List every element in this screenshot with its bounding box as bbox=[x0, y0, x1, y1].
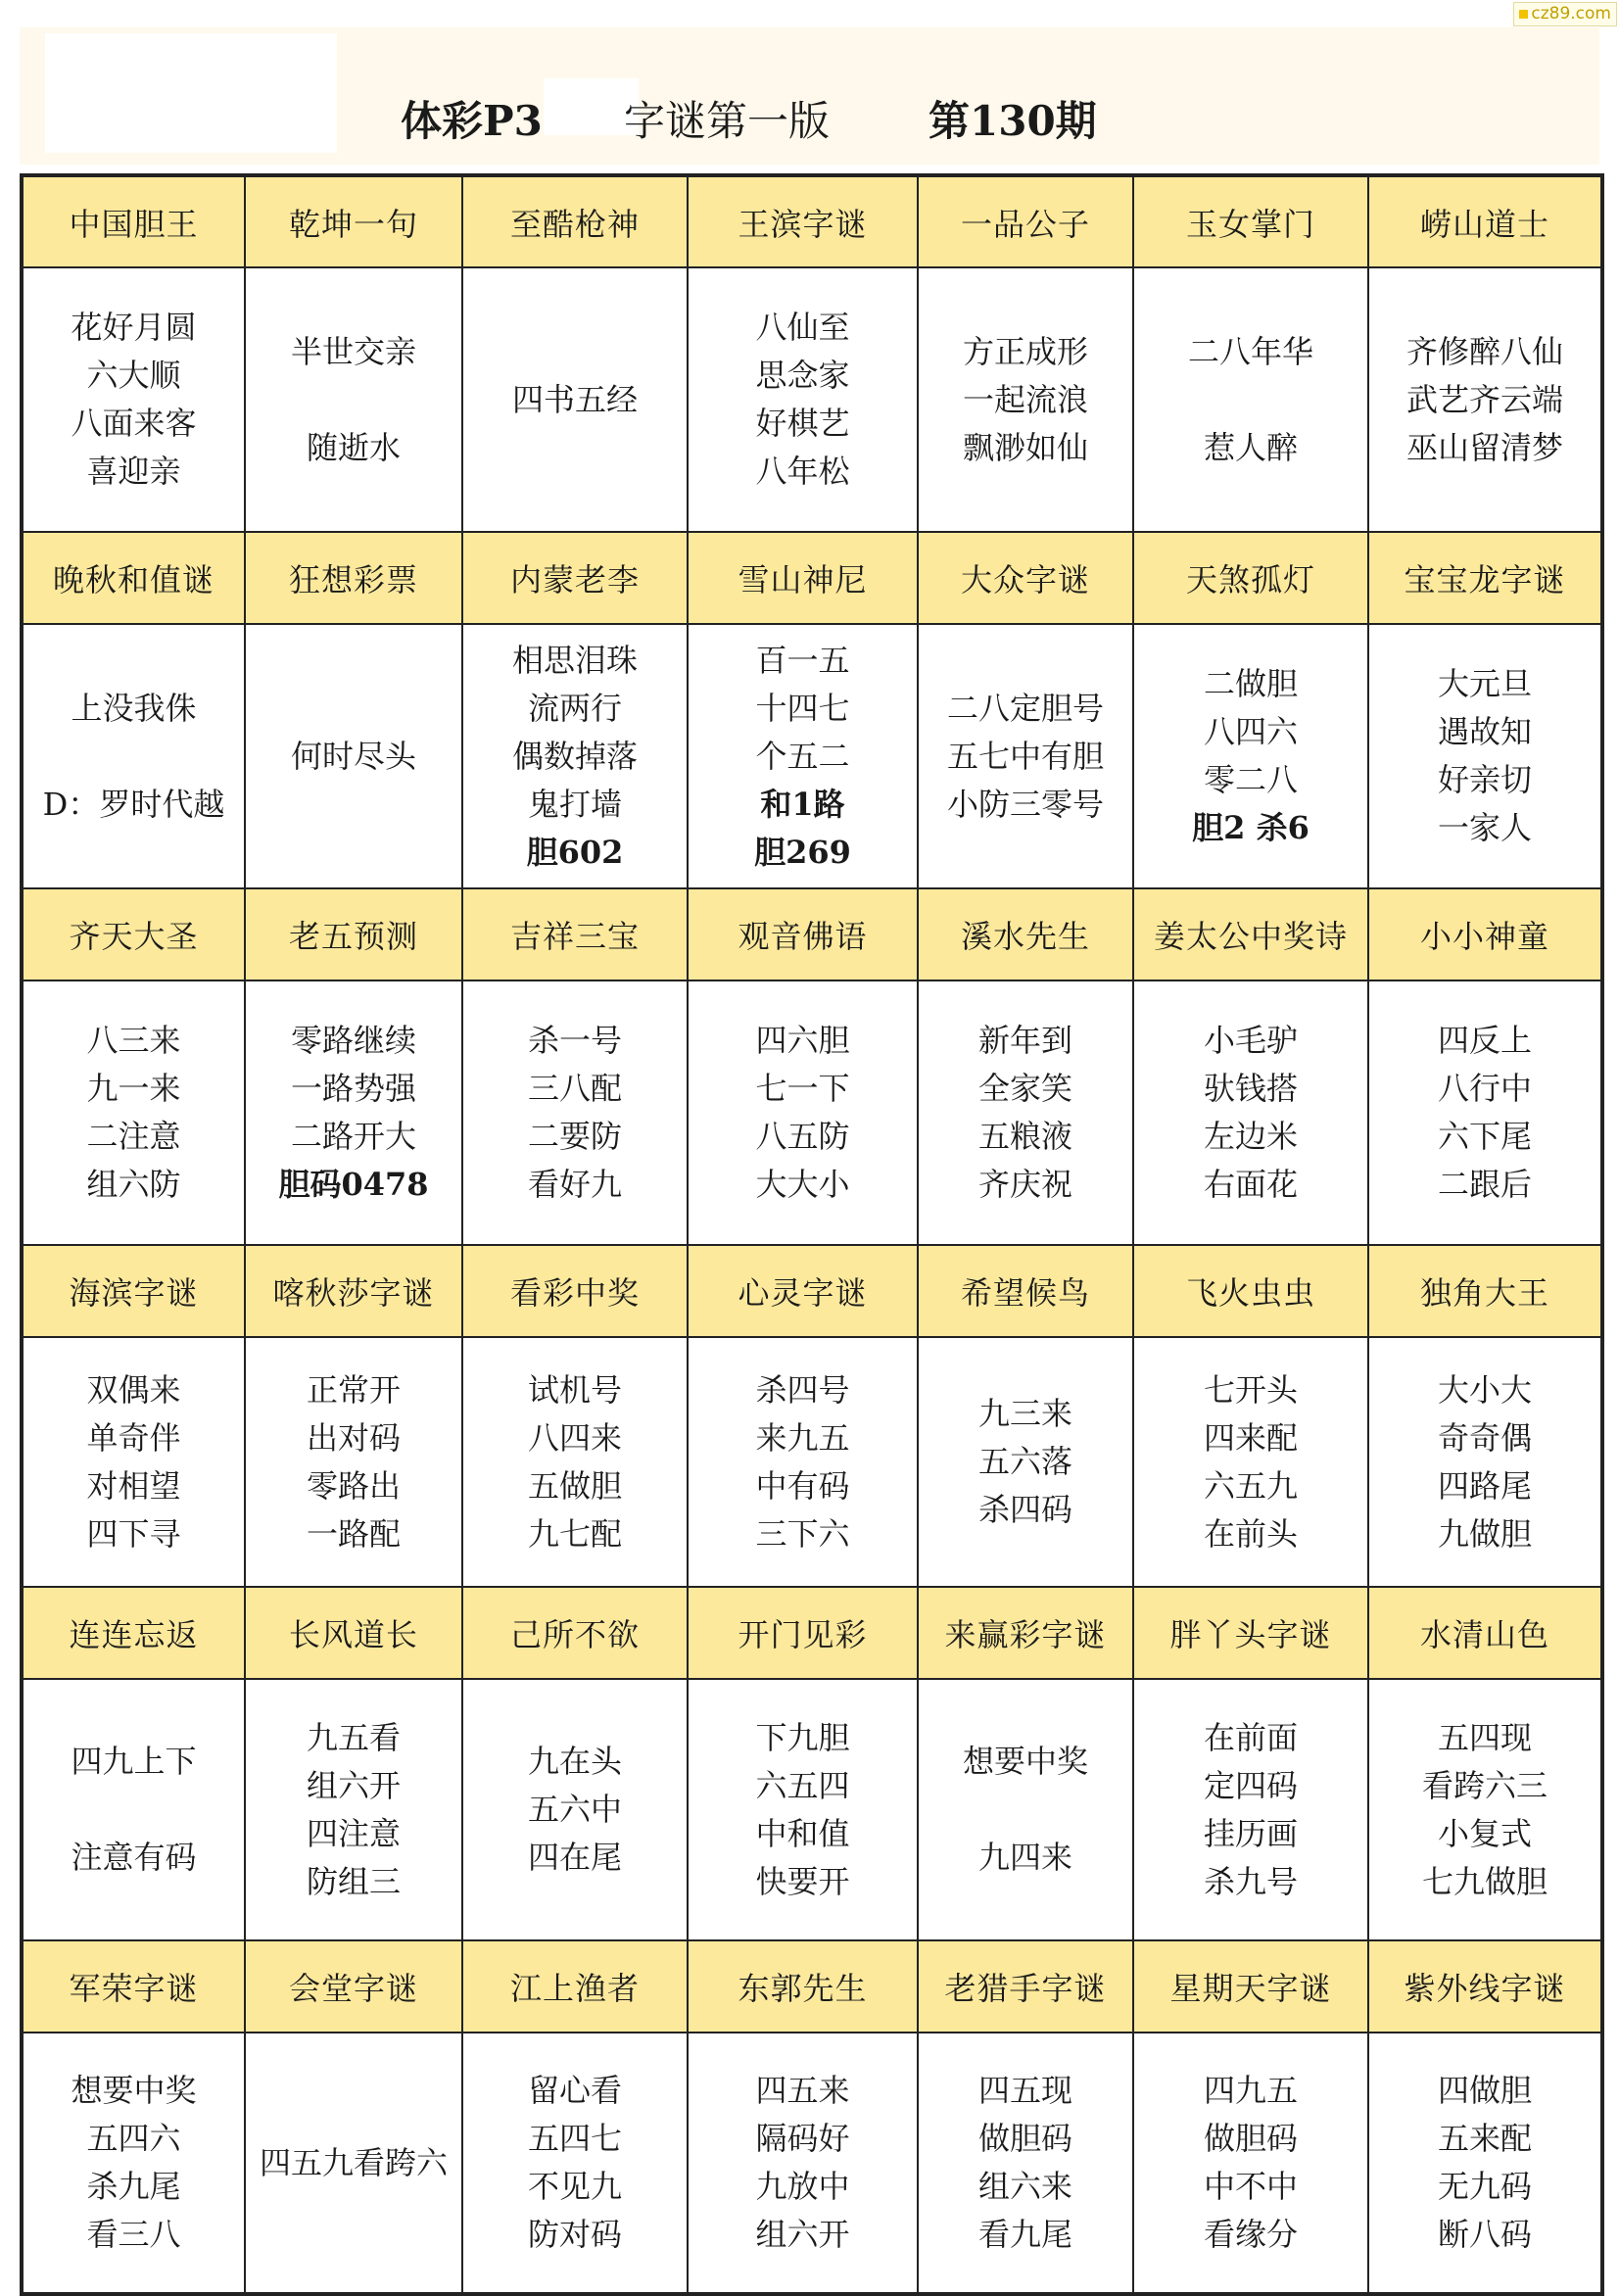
riddle-line: 四九五 bbox=[1203, 2072, 1298, 2109]
column-header: 姜太公中奖诗 bbox=[1133, 888, 1368, 981]
riddle-line: 大元旦 bbox=[1437, 665, 1532, 702]
riddle-line: 二跟后 bbox=[1437, 1166, 1532, 1203]
riddle-cell bbox=[688, 981, 918, 1245]
riddle-cell bbox=[1368, 624, 1602, 888]
riddle-line: 八面来客 bbox=[71, 405, 197, 442]
riddle-line: 单奇伴 bbox=[86, 1418, 181, 1457]
riddle-line: 断八码 bbox=[1437, 2216, 1532, 2253]
riddle-cell bbox=[688, 267, 918, 532]
riddle-text bbox=[71, 304, 196, 496]
riddle-line: 五做胆 bbox=[527, 1466, 622, 1505]
riddle-cell bbox=[918, 981, 1133, 1245]
riddle-cell bbox=[22, 1337, 245, 1587]
riddle-line: 五六中 bbox=[527, 1791, 622, 1828]
riddle-line bbox=[291, 376, 416, 424]
riddle-line: 胆码0478 bbox=[278, 1166, 429, 1203]
riddle-cell bbox=[688, 1337, 918, 1587]
riddle-text bbox=[755, 2067, 849, 2259]
title-edition: 字谜第一版 bbox=[624, 97, 831, 145]
column-header: 大众字谜 bbox=[918, 532, 1133, 624]
riddle-text bbox=[71, 1738, 196, 1882]
riddle-line: 小毛驴 bbox=[1203, 1022, 1298, 1059]
riddle-line: 八年松 bbox=[755, 453, 850, 490]
riddle-line: 四书五经 bbox=[511, 380, 638, 418]
riddle-line: 四五现 bbox=[977, 2072, 1072, 2109]
riddle-line: 中不中 bbox=[1203, 2168, 1298, 2205]
riddle-cell bbox=[918, 1679, 1133, 1940]
riddle-text bbox=[978, 2067, 1072, 2259]
column-header: 心灵字谜 bbox=[688, 1245, 918, 1337]
column-header: 胖丫头字谜 bbox=[1133, 1587, 1368, 1679]
riddle-line: 在前面 bbox=[1203, 1718, 1298, 1756]
riddle-line: 四下寻 bbox=[86, 1514, 181, 1553]
riddle-line: 八五防 bbox=[755, 1118, 850, 1155]
riddle-line: 四注意 bbox=[306, 1814, 401, 1852]
column-header: 星期天字谜 bbox=[1133, 1940, 1368, 2033]
riddle-line: 定四码 bbox=[1203, 1766, 1298, 1804]
riddle-cell bbox=[22, 624, 245, 888]
watermark: cz89.com bbox=[1513, 2, 1617, 26]
riddle-line: 七一下 bbox=[755, 1070, 850, 1107]
riddle-text bbox=[978, 1390, 1072, 1534]
riddle-cell bbox=[1133, 1337, 1368, 1587]
riddle-line: 驮钱搭 bbox=[1203, 1070, 1298, 1107]
riddle-line: 何时尽头 bbox=[290, 737, 416, 775]
riddle-text bbox=[291, 328, 416, 472]
riddle-text bbox=[86, 1366, 180, 1558]
riddle-line: 半世交亲 bbox=[290, 332, 416, 370]
riddle-line: 杀九号 bbox=[1203, 1862, 1298, 1900]
column-header: 东郭先生 bbox=[688, 1940, 918, 2033]
riddle-line: 武艺齐云端 bbox=[1405, 380, 1563, 418]
riddle-line: 做胆码 bbox=[1203, 2120, 1298, 2157]
riddle-text bbox=[1438, 660, 1532, 852]
riddle-line: 遇故知 bbox=[1437, 713, 1532, 750]
column-header: 希望候鸟 bbox=[918, 1245, 1133, 1337]
riddle-cell bbox=[22, 2033, 245, 2294]
riddle-line: 小复式 bbox=[1437, 1814, 1532, 1852]
riddle-line: 五来配 bbox=[1437, 2120, 1532, 2157]
riddle-line: 五七中有胆 bbox=[946, 737, 1104, 775]
riddle-text bbox=[963, 328, 1088, 472]
riddle-line: 二做胆 bbox=[1203, 665, 1298, 702]
riddle-text bbox=[71, 2067, 196, 2259]
riddle-line: 一路势强 bbox=[290, 1070, 416, 1107]
riddle-line: 方正成形 bbox=[962, 332, 1088, 370]
riddle-cell bbox=[245, 1679, 462, 1940]
riddle-text bbox=[307, 1714, 401, 1906]
riddle-line: 二八年华 bbox=[1187, 332, 1313, 370]
column-header: 喀秋莎字谜 bbox=[245, 1245, 462, 1337]
riddle-line: 组六来 bbox=[977, 2168, 1072, 2205]
riddle-text bbox=[1188, 328, 1313, 472]
riddle-line: 三八配 bbox=[527, 1070, 622, 1107]
column-header: 乾坤一句 bbox=[245, 175, 462, 267]
riddle-line: 巫山留清梦 bbox=[1405, 428, 1563, 466]
title-lottery: 体彩P3 bbox=[401, 97, 543, 145]
riddle-text bbox=[1204, 1017, 1298, 1209]
riddle-text bbox=[1422, 1714, 1548, 1906]
riddle-cell bbox=[688, 2033, 918, 2294]
riddle-line: 左边米 bbox=[1203, 1118, 1298, 1155]
riddle-table bbox=[20, 173, 1604, 2296]
column-header: 溪水先生 bbox=[918, 888, 1133, 981]
riddle-line: 五六落 bbox=[977, 1443, 1072, 1480]
riddle-line: 四六胆 bbox=[755, 1022, 850, 1059]
riddle-line: 大小大 bbox=[1437, 1370, 1532, 1409]
column-header: 崂山道士 bbox=[1368, 175, 1602, 267]
riddle-text bbox=[512, 637, 638, 877]
riddle-line: 右面花 bbox=[1203, 1166, 1298, 1203]
riddle-line: 防对码 bbox=[527, 2216, 622, 2253]
riddle-row bbox=[22, 2033, 1602, 2294]
riddle-line: 下九胆 bbox=[755, 1718, 850, 1756]
riddle-line: 不见九 bbox=[527, 2168, 622, 2205]
riddle-line: 中和值 bbox=[755, 1814, 850, 1852]
riddle-line: 惹人醉 bbox=[1203, 428, 1298, 466]
riddle-text bbox=[1204, 1366, 1298, 1558]
riddle-text bbox=[755, 1714, 849, 1906]
riddle-cell bbox=[1133, 2033, 1368, 2294]
riddle-line: 八行中 bbox=[1437, 1070, 1532, 1107]
header-row bbox=[22, 1940, 1602, 2033]
riddle-line: 七开头 bbox=[1203, 1370, 1298, 1409]
column-header: 宝宝龙字谜 bbox=[1368, 532, 1602, 624]
column-header: 王滨字谜 bbox=[688, 175, 918, 267]
column-header: 军荣字谜 bbox=[22, 1940, 245, 2033]
riddle-text bbox=[963, 1738, 1088, 1882]
riddle-line: 正常开 bbox=[306, 1370, 401, 1409]
riddle-line: 齐庆祝 bbox=[977, 1166, 1072, 1203]
riddle-line: 组六开 bbox=[306, 1766, 401, 1804]
riddle-line: D：罗时代越 bbox=[42, 785, 225, 823]
riddle-line: 好亲切 bbox=[1437, 761, 1532, 798]
riddle-line bbox=[43, 733, 225, 781]
header-row bbox=[22, 175, 1602, 267]
riddle-cell bbox=[918, 1337, 1133, 1587]
riddle-line: 九一来 bbox=[86, 1070, 181, 1107]
riddle-text bbox=[528, 1017, 622, 1209]
riddle-line: 胆2 杀6 bbox=[1192, 809, 1309, 846]
riddle-line: 奇奇偶 bbox=[1437, 1418, 1532, 1457]
riddle-line: 九三来 bbox=[977, 1395, 1072, 1432]
riddle-line: 注意有码 bbox=[71, 1839, 197, 1876]
riddle-cell bbox=[1133, 981, 1368, 1245]
riddle-line: 四路尾 bbox=[1437, 1466, 1532, 1505]
riddle-line: 看缘分 bbox=[1203, 2216, 1298, 2253]
header-row bbox=[22, 1587, 1602, 1679]
riddle-line bbox=[963, 1786, 1088, 1834]
header-row bbox=[22, 532, 1602, 624]
riddle-text bbox=[754, 637, 851, 877]
riddle-line: 四九上下 bbox=[71, 1743, 197, 1780]
riddle-line: 思念家 bbox=[755, 357, 850, 394]
riddle-line: 留心看 bbox=[527, 2072, 622, 2109]
riddle-cell bbox=[918, 2033, 1133, 2294]
riddle-line: 五四六 bbox=[86, 2120, 181, 2157]
riddle-row bbox=[22, 624, 1602, 888]
riddle-line: 看三八 bbox=[86, 2216, 181, 2253]
riddle-line: 二八定胆号 bbox=[946, 689, 1104, 727]
column-header: 玉女掌门 bbox=[1133, 175, 1368, 267]
riddle-cell bbox=[1368, 981, 1602, 1245]
riddle-cell bbox=[245, 624, 462, 888]
riddle-cell bbox=[1133, 624, 1368, 888]
riddle-cell bbox=[1133, 267, 1368, 532]
riddle-cell bbox=[462, 2033, 688, 2294]
riddle-line: 对相望 bbox=[86, 1466, 181, 1505]
column-header: 来赢彩字谜 bbox=[918, 1587, 1133, 1679]
riddle-line: 无九码 bbox=[1437, 2168, 1532, 2205]
riddle-line: 杀一号 bbox=[527, 1022, 622, 1059]
riddle-cell bbox=[245, 267, 462, 532]
riddle-line: 胆602 bbox=[526, 833, 624, 871]
riddle-line: 五粮液 bbox=[977, 1118, 1072, 1155]
header-row bbox=[22, 1245, 1602, 1337]
riddle-cell bbox=[918, 624, 1133, 888]
riddle-cell bbox=[462, 1679, 688, 1940]
column-header: 长风道长 bbox=[245, 1587, 462, 1679]
riddle-line: 六五四 bbox=[755, 1766, 850, 1804]
riddle-line: 鬼打墙 bbox=[527, 785, 622, 823]
riddle-text bbox=[1204, 1714, 1298, 1906]
riddle-line: 一路配 bbox=[306, 1514, 401, 1553]
riddle-cell bbox=[688, 1679, 918, 1940]
riddle-text bbox=[528, 1738, 622, 1882]
riddle-line: 大大小 bbox=[755, 1166, 850, 1203]
riddle-text bbox=[978, 1017, 1072, 1209]
riddle-line: 流两行 bbox=[527, 689, 622, 727]
riddle-text bbox=[1438, 2067, 1532, 2259]
riddle-line: 上没我侏 bbox=[71, 689, 197, 727]
column-header: 独角大王 bbox=[1368, 1245, 1602, 1337]
riddle-line: 九五看 bbox=[306, 1718, 401, 1756]
riddle-cell bbox=[462, 981, 688, 1245]
riddle-line: 六大顺 bbox=[86, 357, 181, 394]
riddle-line: 五四现 bbox=[1437, 1718, 1532, 1756]
riddle-line: 小防三零号 bbox=[946, 785, 1104, 823]
column-header: 老猎手字谜 bbox=[918, 1940, 1133, 2033]
riddle-line: 隔码好 bbox=[755, 2120, 850, 2157]
riddle-cell bbox=[1368, 267, 1602, 532]
riddle-text bbox=[755, 1017, 849, 1209]
column-header: 开门见彩 bbox=[688, 1587, 918, 1679]
column-header: 晚秋和值谜 bbox=[22, 532, 245, 624]
column-header: 狂想彩票 bbox=[245, 532, 462, 624]
riddle-line: 四五来 bbox=[755, 2072, 850, 2109]
riddle-line: 二要防 bbox=[527, 1118, 622, 1155]
riddle-line: 四来配 bbox=[1203, 1418, 1298, 1457]
riddle-line: 四做胆 bbox=[1437, 2072, 1532, 2109]
column-header: 小小神童 bbox=[1368, 888, 1602, 981]
riddle-line: 零路出 bbox=[306, 1466, 401, 1505]
riddle-line: 七九做胆 bbox=[1421, 1862, 1548, 1900]
riddle-line: 随逝水 bbox=[306, 428, 401, 466]
riddle-line: 全家笑 bbox=[977, 1070, 1072, 1107]
riddle-cell bbox=[688, 624, 918, 888]
riddle-line: 中有码 bbox=[755, 1466, 850, 1505]
column-header: 齐天大圣 bbox=[22, 888, 245, 981]
riddle-line: 杀四号 bbox=[755, 1370, 850, 1409]
riddle-line: 偶数掉落 bbox=[511, 737, 638, 775]
riddle-cell bbox=[22, 981, 245, 1245]
riddle-line: 看九尾 bbox=[977, 2216, 1072, 2253]
riddle-cell bbox=[1368, 1679, 1602, 1940]
riddle-line: 九四来 bbox=[977, 1839, 1072, 1876]
column-header: 吉祥三宝 bbox=[462, 888, 688, 981]
watermark-dot-icon bbox=[1519, 10, 1528, 19]
riddle-line: 十四七 bbox=[755, 689, 850, 727]
riddle-cell bbox=[22, 1679, 245, 1940]
riddle-cell bbox=[918, 267, 1133, 532]
riddle-text bbox=[307, 1366, 401, 1558]
riddle-line: 六五九 bbox=[1203, 1466, 1298, 1505]
column-header: 一品公子 bbox=[918, 175, 1133, 267]
riddle-line: 九在头 bbox=[527, 1743, 622, 1780]
column-header: 老五预测 bbox=[245, 888, 462, 981]
riddle-row bbox=[22, 981, 1602, 1245]
riddle-line: 来九五 bbox=[755, 1418, 850, 1457]
column-header: 连连忘返 bbox=[22, 1587, 245, 1679]
riddle-line: 相思泪珠 bbox=[511, 641, 638, 679]
riddle-line: 组六防 bbox=[86, 1166, 181, 1203]
riddle-text bbox=[278, 1017, 428, 1209]
riddle-line: 四反上 bbox=[1437, 1022, 1532, 1059]
riddle-text bbox=[755, 304, 849, 496]
riddle-line: 四在尾 bbox=[527, 1839, 622, 1876]
riddle-line: 八四六 bbox=[1203, 713, 1298, 750]
riddle-text bbox=[947, 685, 1104, 829]
riddle-line: 齐修醉八仙 bbox=[1405, 332, 1563, 370]
riddle-line: 双偶来 bbox=[86, 1370, 181, 1409]
riddle-line: 试机号 bbox=[527, 1370, 622, 1409]
riddle-line: 杀九尾 bbox=[86, 2168, 181, 2205]
riddle-line: 零二八 bbox=[1203, 761, 1298, 798]
riddle-text bbox=[528, 2067, 622, 2259]
riddle-cell bbox=[462, 1337, 688, 1587]
column-header: 雪山神尼 bbox=[688, 532, 918, 624]
riddle-line: 看好九 bbox=[527, 1166, 622, 1203]
column-header: 会堂字谜 bbox=[245, 1940, 462, 2033]
riddle-line: 和1路 bbox=[760, 785, 845, 823]
riddle-line bbox=[71, 1786, 196, 1834]
riddle-line: 喜迎亲 bbox=[86, 453, 181, 490]
riddle-line: 防组三 bbox=[306, 1862, 401, 1900]
riddle-line: 九七配 bbox=[527, 1514, 622, 1553]
riddle-line: 组六开 bbox=[755, 2216, 850, 2253]
riddle-text bbox=[43, 685, 225, 829]
riddle-cell bbox=[22, 267, 245, 532]
header-row bbox=[22, 888, 1602, 981]
riddle-line bbox=[1188, 376, 1313, 424]
column-header: 海滨字谜 bbox=[22, 1245, 245, 1337]
riddle-text bbox=[1406, 328, 1563, 472]
riddle-cell bbox=[245, 1337, 462, 1587]
riddle-line: 想要中奖 bbox=[962, 1743, 1088, 1780]
riddle-line: 九放中 bbox=[755, 2168, 850, 2205]
riddle-row bbox=[22, 1679, 1602, 1940]
riddle-line: 二注意 bbox=[86, 1118, 181, 1155]
riddle-line: 在前头 bbox=[1203, 1514, 1298, 1553]
riddle-cell bbox=[1368, 2033, 1602, 2294]
riddle-line: 八仙至 bbox=[755, 309, 850, 346]
riddle-text bbox=[1204, 2067, 1298, 2259]
riddle-line: 挂历画 bbox=[1203, 1814, 1298, 1852]
column-header: 中国胆王 bbox=[22, 175, 245, 267]
riddle-line: 花好月圆 bbox=[71, 309, 197, 346]
riddle-line: 九做胆 bbox=[1437, 1514, 1532, 1553]
riddle-line: 飘渺如仙 bbox=[962, 428, 1088, 466]
column-header: 水清山色 bbox=[1368, 1587, 1602, 1679]
riddle-text bbox=[1438, 1017, 1532, 1209]
column-header: 己所不欲 bbox=[462, 1587, 688, 1679]
riddle-line: 八四来 bbox=[527, 1418, 622, 1457]
riddle-text bbox=[260, 2139, 448, 2187]
riddle-line: 新年到 bbox=[977, 1022, 1072, 1059]
riddle-line: 百一五 bbox=[755, 641, 850, 679]
riddle-text bbox=[755, 1366, 849, 1558]
riddle-line: 好棋艺 bbox=[755, 405, 850, 442]
riddle-line: 杀四码 bbox=[977, 1491, 1072, 1528]
riddle-text bbox=[1438, 1366, 1532, 1558]
riddle-line: 快要开 bbox=[755, 1862, 850, 1900]
riddle-line: 看跨六三 bbox=[1421, 1766, 1548, 1804]
riddle-line: 三下六 bbox=[755, 1514, 850, 1553]
column-header: 紫外线字谜 bbox=[1368, 1940, 1602, 2033]
riddle-line: 一起流浪 bbox=[962, 380, 1088, 418]
riddle-line: 六下尾 bbox=[1437, 1118, 1532, 1155]
column-header: 看彩中奖 bbox=[462, 1245, 688, 1337]
riddle-cell bbox=[462, 624, 688, 888]
riddle-line: 八三来 bbox=[86, 1022, 181, 1059]
riddle-cell bbox=[462, 267, 688, 532]
riddle-line: 四五九看跨六 bbox=[259, 2143, 448, 2181]
riddle-row bbox=[22, 267, 1602, 532]
header-blank-area bbox=[45, 33, 337, 153]
column-header: 至酷枪神 bbox=[462, 175, 688, 267]
riddle-line: 五四七 bbox=[527, 2120, 622, 2157]
riddle-line: 零路继续 bbox=[290, 1022, 416, 1059]
column-header: 观音佛语 bbox=[688, 888, 918, 981]
riddle-cell bbox=[1368, 1337, 1602, 1587]
riddle-text bbox=[86, 1017, 180, 1209]
riddle-line: 个五二 bbox=[755, 737, 850, 775]
column-header: 飞火虫虫 bbox=[1133, 1245, 1368, 1337]
riddle-cell bbox=[1133, 1679, 1368, 1940]
riddle-cell bbox=[245, 981, 462, 1245]
riddle-line: 出对码 bbox=[306, 1418, 401, 1457]
column-header: 江上渔者 bbox=[462, 1940, 688, 2033]
riddle-text bbox=[512, 376, 638, 424]
column-header: 天煞孤灯 bbox=[1133, 532, 1368, 624]
riddle-line: 二路开大 bbox=[290, 1118, 416, 1155]
title-issue: 第130期 bbox=[929, 97, 1097, 145]
riddle-text bbox=[528, 1366, 622, 1558]
column-header: 内蒙老李 bbox=[462, 532, 688, 624]
riddle-cell bbox=[245, 2033, 462, 2294]
riddle-text bbox=[291, 733, 416, 781]
riddle-line: 做胆码 bbox=[977, 2120, 1072, 2157]
riddle-line: 一家人 bbox=[1437, 809, 1532, 846]
riddle-text bbox=[1192, 660, 1309, 852]
riddle-row bbox=[22, 1337, 1602, 1587]
riddle-line: 想要中奖 bbox=[71, 2072, 197, 2109]
riddle-line: 胆269 bbox=[754, 833, 851, 871]
